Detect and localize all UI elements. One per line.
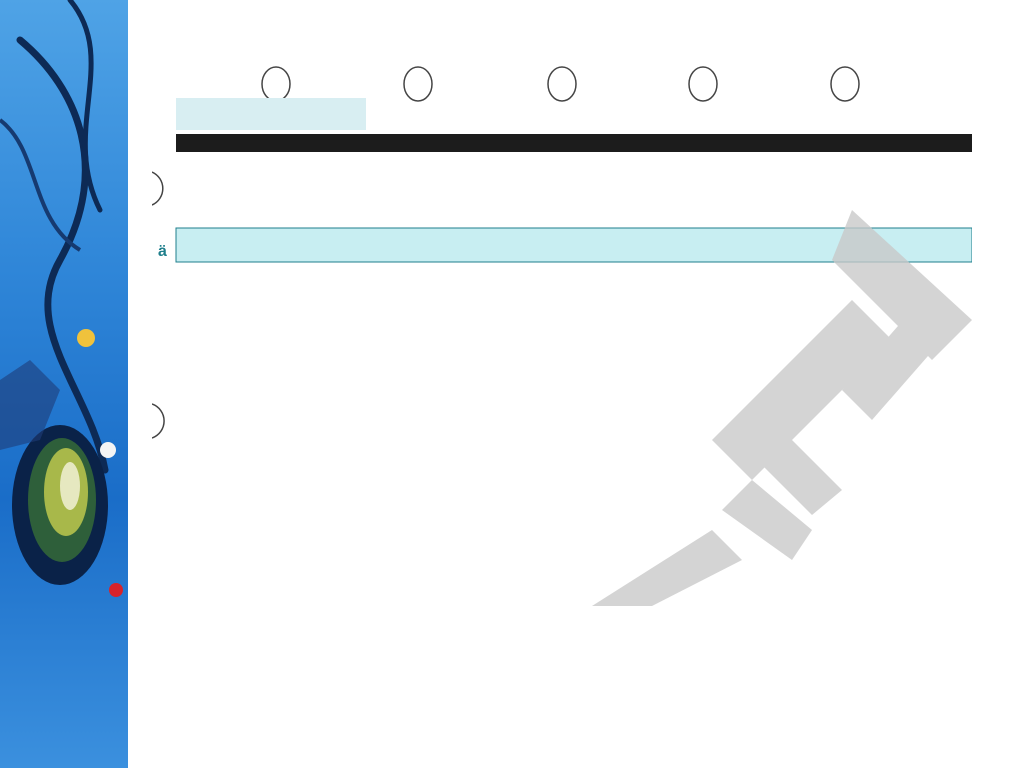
watermark-overlay [592, 210, 972, 606]
side-mark-icon: ä [158, 243, 167, 260]
date-field [176, 98, 366, 130]
stethoscope-illustration [0, 0, 128, 768]
nurse-note-form [152, 60, 972, 606]
vital-signs-bar [176, 134, 972, 152]
decorative-side-band [0, 0, 128, 768]
nurse-note-form-image [152, 60, 972, 606]
